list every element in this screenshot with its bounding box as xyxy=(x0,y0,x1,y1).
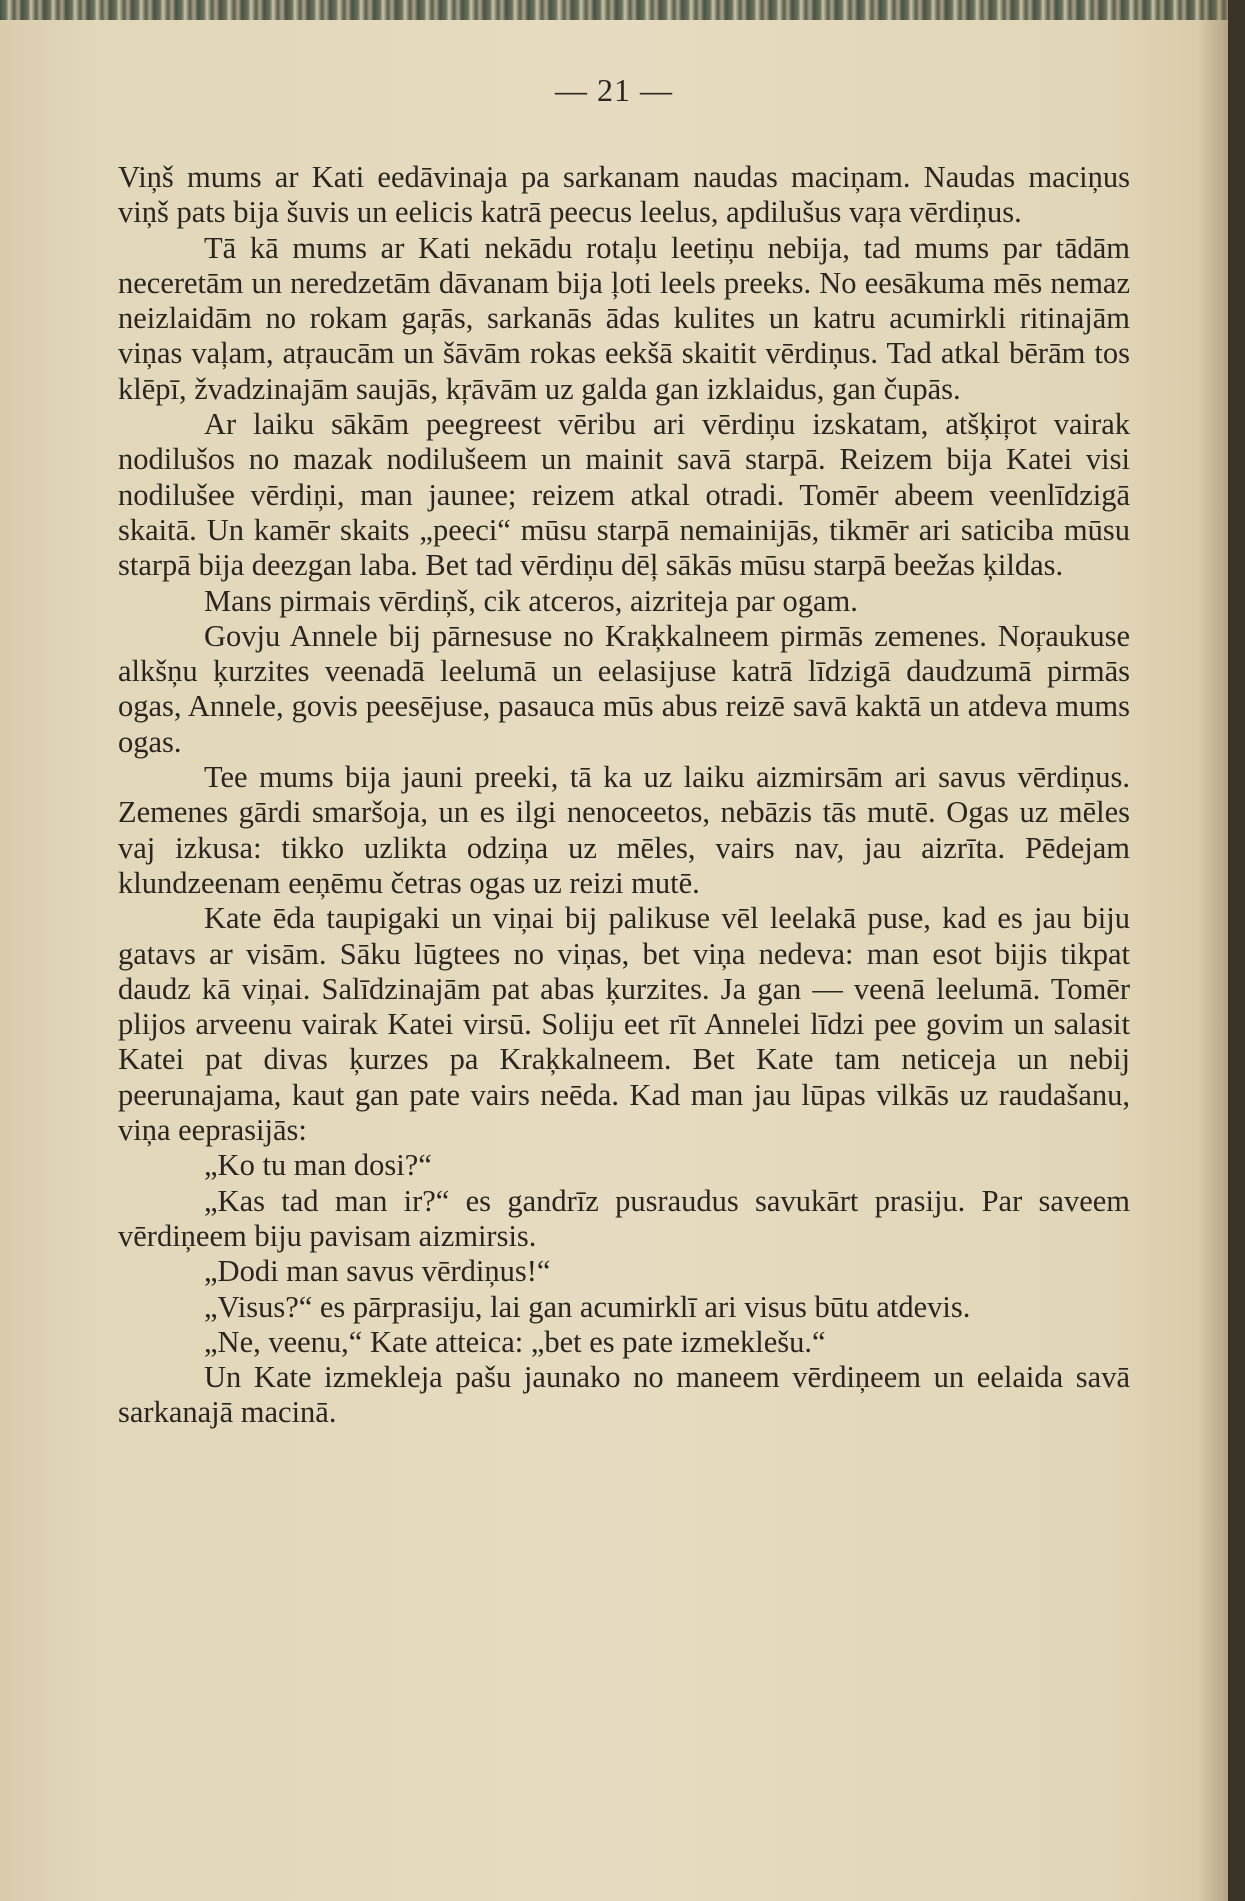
paragraph: Tee mums bija jauni preeki, tā ka uz laiku aizmirsām ari savus vērdiņus. Zemenes gārdi smaršoja, un es ilgi nenoceetos, nebāzis tās mutē. Ogas uz mēles vaj izkusa: tikko uzlikta odziņa uz mēles, vairs nav, jau aizrīta. Pēdejam klundzeenam eeņēmu četras ogas uz reizi mutē. xyxy=(118,760,1130,900)
dialogue-line: „Visus?“ es pārprasiju, lai gan acumirklī ari visus būtu atdevis. xyxy=(204,1289,971,1324)
page-top-edge xyxy=(0,0,1228,20)
body-text xyxy=(118,160,1130,1431)
dialogue-line: „Ko tu man dosi?“ xyxy=(204,1148,432,1183)
paragraph: Govju Annele bij pārnesuse no Kraķkalneem pirmās zemenes. Noŗaukuse alkšņu ķurzites veenadā leelumā un eelasijuse katrā līdzigā daudzumā pirmās ogas, Annele, govis peesējuse, pasauca mūs abus reizē savā kaktā un atdeva mums ogas. xyxy=(118,618,1130,759)
paragraph: Un Kate izmekleja pašu jaunako no maneem vērdiņeem un eelaida savā sarkanajā macinā. xyxy=(118,1360,1130,1430)
paragraph: Viņš mums ar Kati eedāvinaja pa sarkanam naudas maciņam. Naudas maciņus viņš pats bija šuvis un eelicis katrā peecus leelus, apdilušus vaŗa vērdiņus. xyxy=(118,160,1130,230)
paragraph: Kate ēda taupigaki un viņai bij palikuse vēl leelakā puse, kad es jau biju gatavs ar visām. Sāku lūgtees no viņas, bet viņa nedeva: man esot bijis tikpat daudz kā viņai. Salīdzinajām pat abas ķurzites. Ja gan — veenā leelumā. Tomēr plijos arveenu vairak Katei virsū. Soliju eet rīt Annelei līdzi pee govim un salasit Katei pat divas ķurzes pa Kraķkalneem. Bet Kate tam neticeja un nebij peerunajama, kaut gan pate vairs neēda. Kad man jau lūpas vilkās uz raudašanu, viņa eeprasijās: xyxy=(118,901,1130,1148)
paragraph: Tā kā mums ar Kati nekādu rotaļu leetiņu nebija, tad mums par tādām neceretām un neredzetām dāvanam bija ļoti leels preeks. No eesākuma mēs nemaz neizlaidām no rokam gaŗās, sarkanās ādas kulites un katru acumirkli ritinajām viņas vaļam, atŗaucām un šāvām rokas eekšā skaitit vērdiņus. Tad atkal bērām tos klēpī, žvadzinajām saujās, kŗāvām uz galda gan izklaidus, gan čupās. xyxy=(118,230,1130,406)
paragraph: Mans pirmais vērdiņš, cik atceros, aizriteja par ogam. xyxy=(204,583,858,618)
dialogue-line: „Kas tad man ir?“ es gandrīz pusraudus savukārt prasiju. Par saveem vērdiņeem biju pavisam aizmirsis. xyxy=(118,1183,1130,1253)
dialogue-line: „Dodi man savus vērdiņus!“ xyxy=(204,1254,551,1289)
paragraph: Ar laiku sākām peegreest vēribu ari vērdiņu izskatam, atšķiŗot vairak nodilušos no mazak nodilušeem un mainit savā starpā. Reizem bija Katei visi nodilušee vērdiņi, man jaunee; reizem atkal otradi. Tomēr abeem veenlīdzigā skaitā. Un kamēr skaits „peeci“ mūsu starpā nemainijās, tikmēr ari saticiba mūsu starpā bija deezgan laba. Bet tad vērdiņu dēļ sākās mūsu starpā beežas ķildas. xyxy=(118,407,1130,583)
dialogue-line: „Ne, veenu,“ Kate atteica: „bet es pate izmeklešu.“ xyxy=(204,1324,826,1359)
scan-edge xyxy=(1228,0,1245,1901)
page-fold-shadow xyxy=(1198,0,1228,1901)
page-number: — 21 — xyxy=(555,72,673,108)
